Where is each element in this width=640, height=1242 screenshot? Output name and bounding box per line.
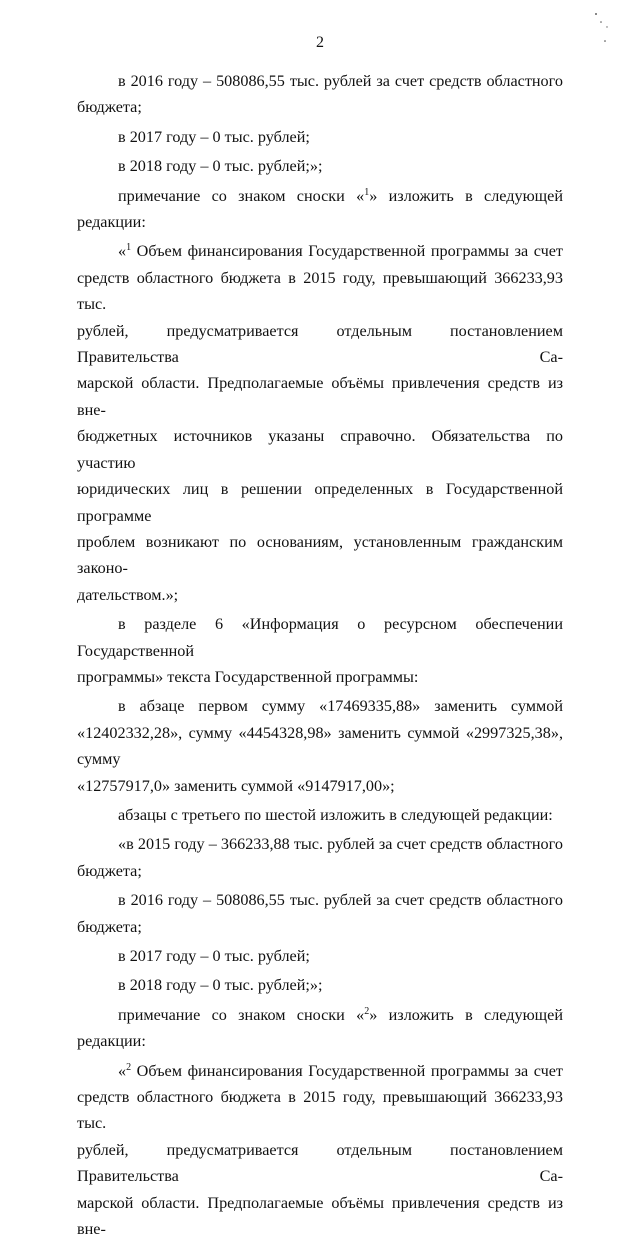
text-line: программы» текста Государственной программы:: [77, 667, 419, 686]
footnote-mark: 2: [364, 1005, 370, 1017]
text-line: в 2017 году – 0 тыс. рублей;: [118, 127, 310, 146]
text-line: «в 2015 году – 366233,88 тыс. рублей за счет средств областного: [118, 835, 563, 854]
text-line: рублей, предусматривается отдельным постановлением Правительства Са-: [77, 321, 563, 367]
line-text-before: «: [118, 1061, 127, 1080]
document-body: [77, 68, 563, 1242]
text-line: бюджета;: [77, 98, 142, 117]
text-line: бюджетных источников указаны справочно. Обязательства по участию: [77, 427, 563, 472]
line-text-after: Объем финансирования Государственной программы за счет: [131, 242, 563, 261]
text-line: марской области. Предполагаемые объёмы привлечения средств из вне-: [77, 1193, 563, 1239]
text-line: средств областного бюджета в 2015 году, превышающий 366233,93 тыс.: [77, 1088, 563, 1133]
line-text-after: Объем финансирования Государственной программы за счет: [131, 1061, 563, 1080]
text-line: в 2016 году – 508086,55 тыс. рублей за счет средств областного: [118, 72, 563, 90]
line-text-before: «: [118, 242, 127, 261]
line-text-after: » изложить в следующей редакции:: [77, 1005, 563, 1051]
text-line: бюджета;: [77, 917, 142, 936]
text-line: юридических лиц в решении определенных в Государственной программе: [77, 480, 563, 525]
text-line: [77, 183, 563, 236]
text-line: бюджета;: [77, 861, 142, 880]
text-line: дательством.»;: [77, 585, 179, 604]
text-line: абзацы с третьего по шестой изложить в следующей редакции:: [118, 805, 553, 824]
text-line: в 2017 году – 0 тыс. рублей;: [118, 947, 310, 965]
text-line: марской области. Предполагаемые объёмы привлечения средств из вне-: [77, 374, 563, 419]
footnote-mark: 1: [126, 242, 132, 254]
text-line: в 2018 году – 0 тыс. рублей;»;: [118, 157, 323, 176]
scan-specks: [592, 8, 612, 48]
footnote-mark: 2: [126, 1061, 132, 1073]
text-line: в разделе 6 «Информация о ресурсном обеспечении Государственной: [77, 615, 563, 660]
text-line: [77, 1058, 563, 1084]
text-line: в 2018 году – 0 тыс. рублей;»;: [118, 976, 323, 995]
text-line: средств областного бюджета в 2015 году, превышающий 366233,93 тыс.: [77, 268, 563, 314]
line-text-before: примечание со знаком сноски «: [118, 1005, 365, 1024]
text-line: рублей, предусматривается отдельным постановлением Правительства Са-: [77, 1140, 563, 1186]
text-line: «12757917,0» заменить суммой «9147917,00»;: [77, 776, 395, 795]
text-line: [77, 1002, 563, 1055]
text-line: проблем возникают по основаниям, установленным гражданским законо-: [77, 532, 563, 578]
line-text-after: » изложить в следующей редакции:: [77, 186, 563, 232]
footnote-mark: 1: [364, 186, 370, 198]
text-line: в абзаце первом сумму «17469335,88» заменить суммой: [118, 697, 563, 716]
line-text-before: примечание со знаком сноски «: [118, 186, 365, 205]
text-line: в 2016 году – 508086,55 тыс. рублей за счет средств областного: [118, 891, 563, 910]
page-number: 2: [316, 34, 324, 51]
text-line: «12402332,28», сумму «4454328,98» заменить суммой «2997325,38», сумму: [77, 723, 563, 769]
text-line: [77, 238, 563, 264]
